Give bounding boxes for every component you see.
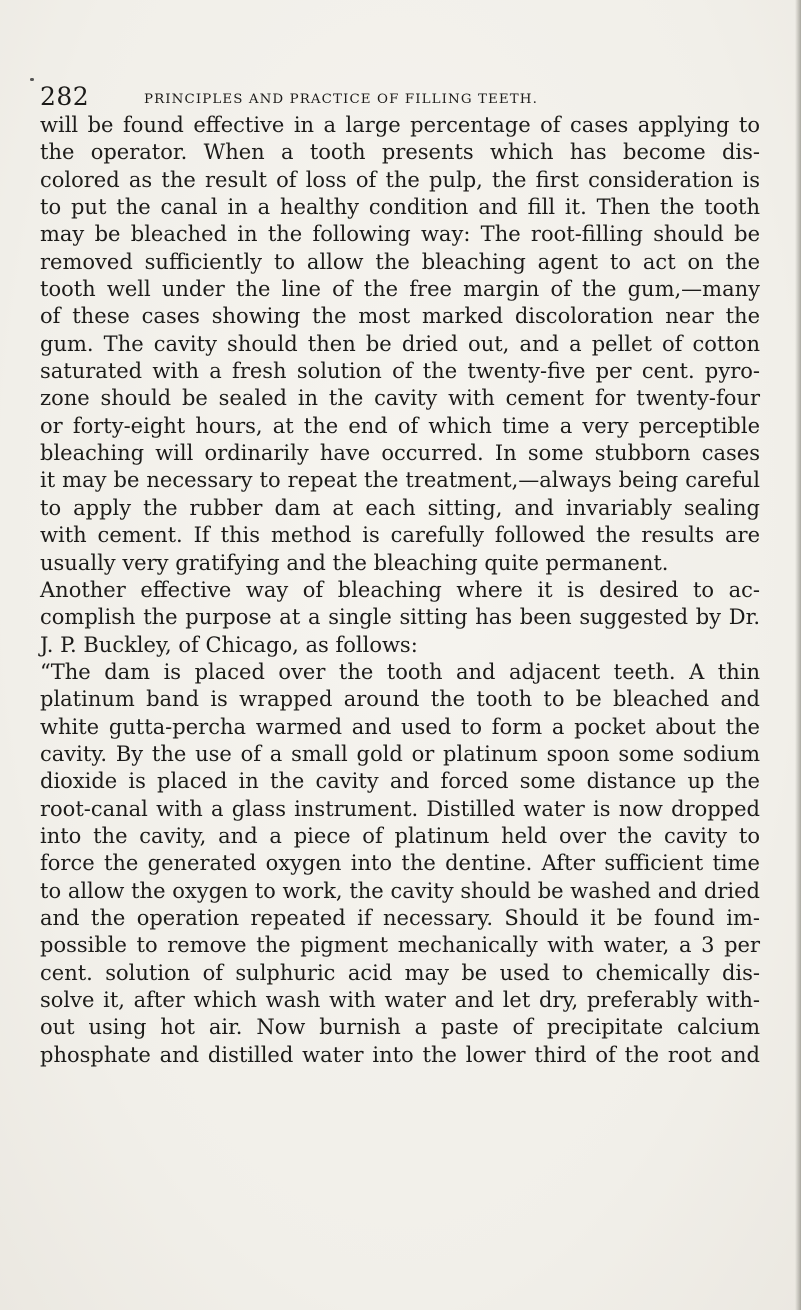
text-line: colored as the result of loss of the pulp, the first consideration is	[40, 167, 760, 192]
text-line: J. P. Buckley, of Chicago, as follows:	[40, 632, 418, 657]
text-line: complish the purpose at a single sitting has been suggested by Dr.	[40, 605, 760, 630]
text-line: tooth well under the line of the free margin of the gum,—many	[40, 277, 760, 302]
text-line: into the cavity, and a piece of platinum held over the cavity to	[40, 823, 760, 848]
text-line: zone should be sealed in the cavity with cement for twenty-four	[40, 386, 760, 411]
text-line: force the generated oxygen into the dentine. After sufficient time	[40, 851, 760, 876]
text-line: with cement. If this method is carefully followed the results are	[40, 523, 760, 548]
text-line: saturated with a fresh solution of the twenty-five per cent. pyro-	[40, 359, 760, 384]
text-line: “The dam is placed over the tooth and adjacent teeth. A thin	[40, 659, 760, 684]
text-line: cent. solution of sulphuric acid may be used to chemically dis-	[40, 960, 760, 985]
text-line: to allow the oxygen to work, the cavity should be washed and dried	[40, 878, 760, 903]
text-line: the operator. When a tooth presents which has become dis-	[40, 140, 760, 165]
text-line: usually very gratifying and the bleaching quite permanent.	[40, 550, 669, 575]
text-line: or forty-eight hours, at the end of which time a very perceptible	[40, 413, 760, 438]
text-line: solve it, after which wash with water and let dry, preferably with-	[40, 988, 760, 1012]
text-line: platinum band is wrapped around the tooth to be bleached and	[40, 687, 760, 712]
ink-speck	[30, 78, 34, 81]
text-line: possible to remove the pigment mechanically with water, a 3 per	[40, 933, 760, 958]
running-head-title: PRINCIPLES AND PRACTICE OF FILLING TEETH.	[144, 92, 538, 107]
text-line: cavity. By the use of a small gold or platinum spoon some sodium	[40, 741, 760, 766]
text-line: to put the canal in a healthy condition and fill it. Then the tooth	[40, 195, 760, 220]
text-line: and the operation repeated if necessary. Should it be found im-	[40, 905, 760, 930]
text-line: gum. The cavity should then be dried out, and a pellet of cotton	[40, 331, 760, 356]
page-number: 282	[40, 82, 90, 111]
text-line: of these cases showing the most marked discoloration near the	[40, 304, 760, 329]
running-head	[40, 82, 760, 112]
text-line: phosphate and distilled water into the lower third of the root and	[40, 1042, 760, 1067]
text-line: removed sufficiently to allow the bleaching agent to act on the	[40, 249, 760, 274]
page-edge-shadow	[795, 0, 801, 1310]
text-line: it may be necessary to repeat the treatment,—always being careful	[40, 468, 760, 493]
body-text	[40, 112, 760, 1069]
text-line: root-canal with a glass instrument. Distilled water is now dropped	[40, 796, 760, 821]
text-line: will be found effective in a large percentage of cases applying to	[40, 113, 760, 137]
text-line: dioxide is placed in the cavity and forced some distance up the	[40, 769, 760, 794]
text-line: may be bleached in the following way: The root-filling should be	[40, 222, 760, 247]
text-line: out using hot air. Now burnish a paste of precipitate calcium	[40, 1015, 760, 1040]
text-line: Another effective way of bleaching where it is desired to ac-	[40, 577, 760, 602]
text-line: white gutta-percha warmed and used to form a pocket about the	[40, 714, 760, 739]
text-line: bleaching will ordinarily have occurred. In some stubborn cases	[40, 441, 760, 466]
text-line: to apply the rubber dam at each sitting, and invariably sealing	[40, 495, 760, 520]
